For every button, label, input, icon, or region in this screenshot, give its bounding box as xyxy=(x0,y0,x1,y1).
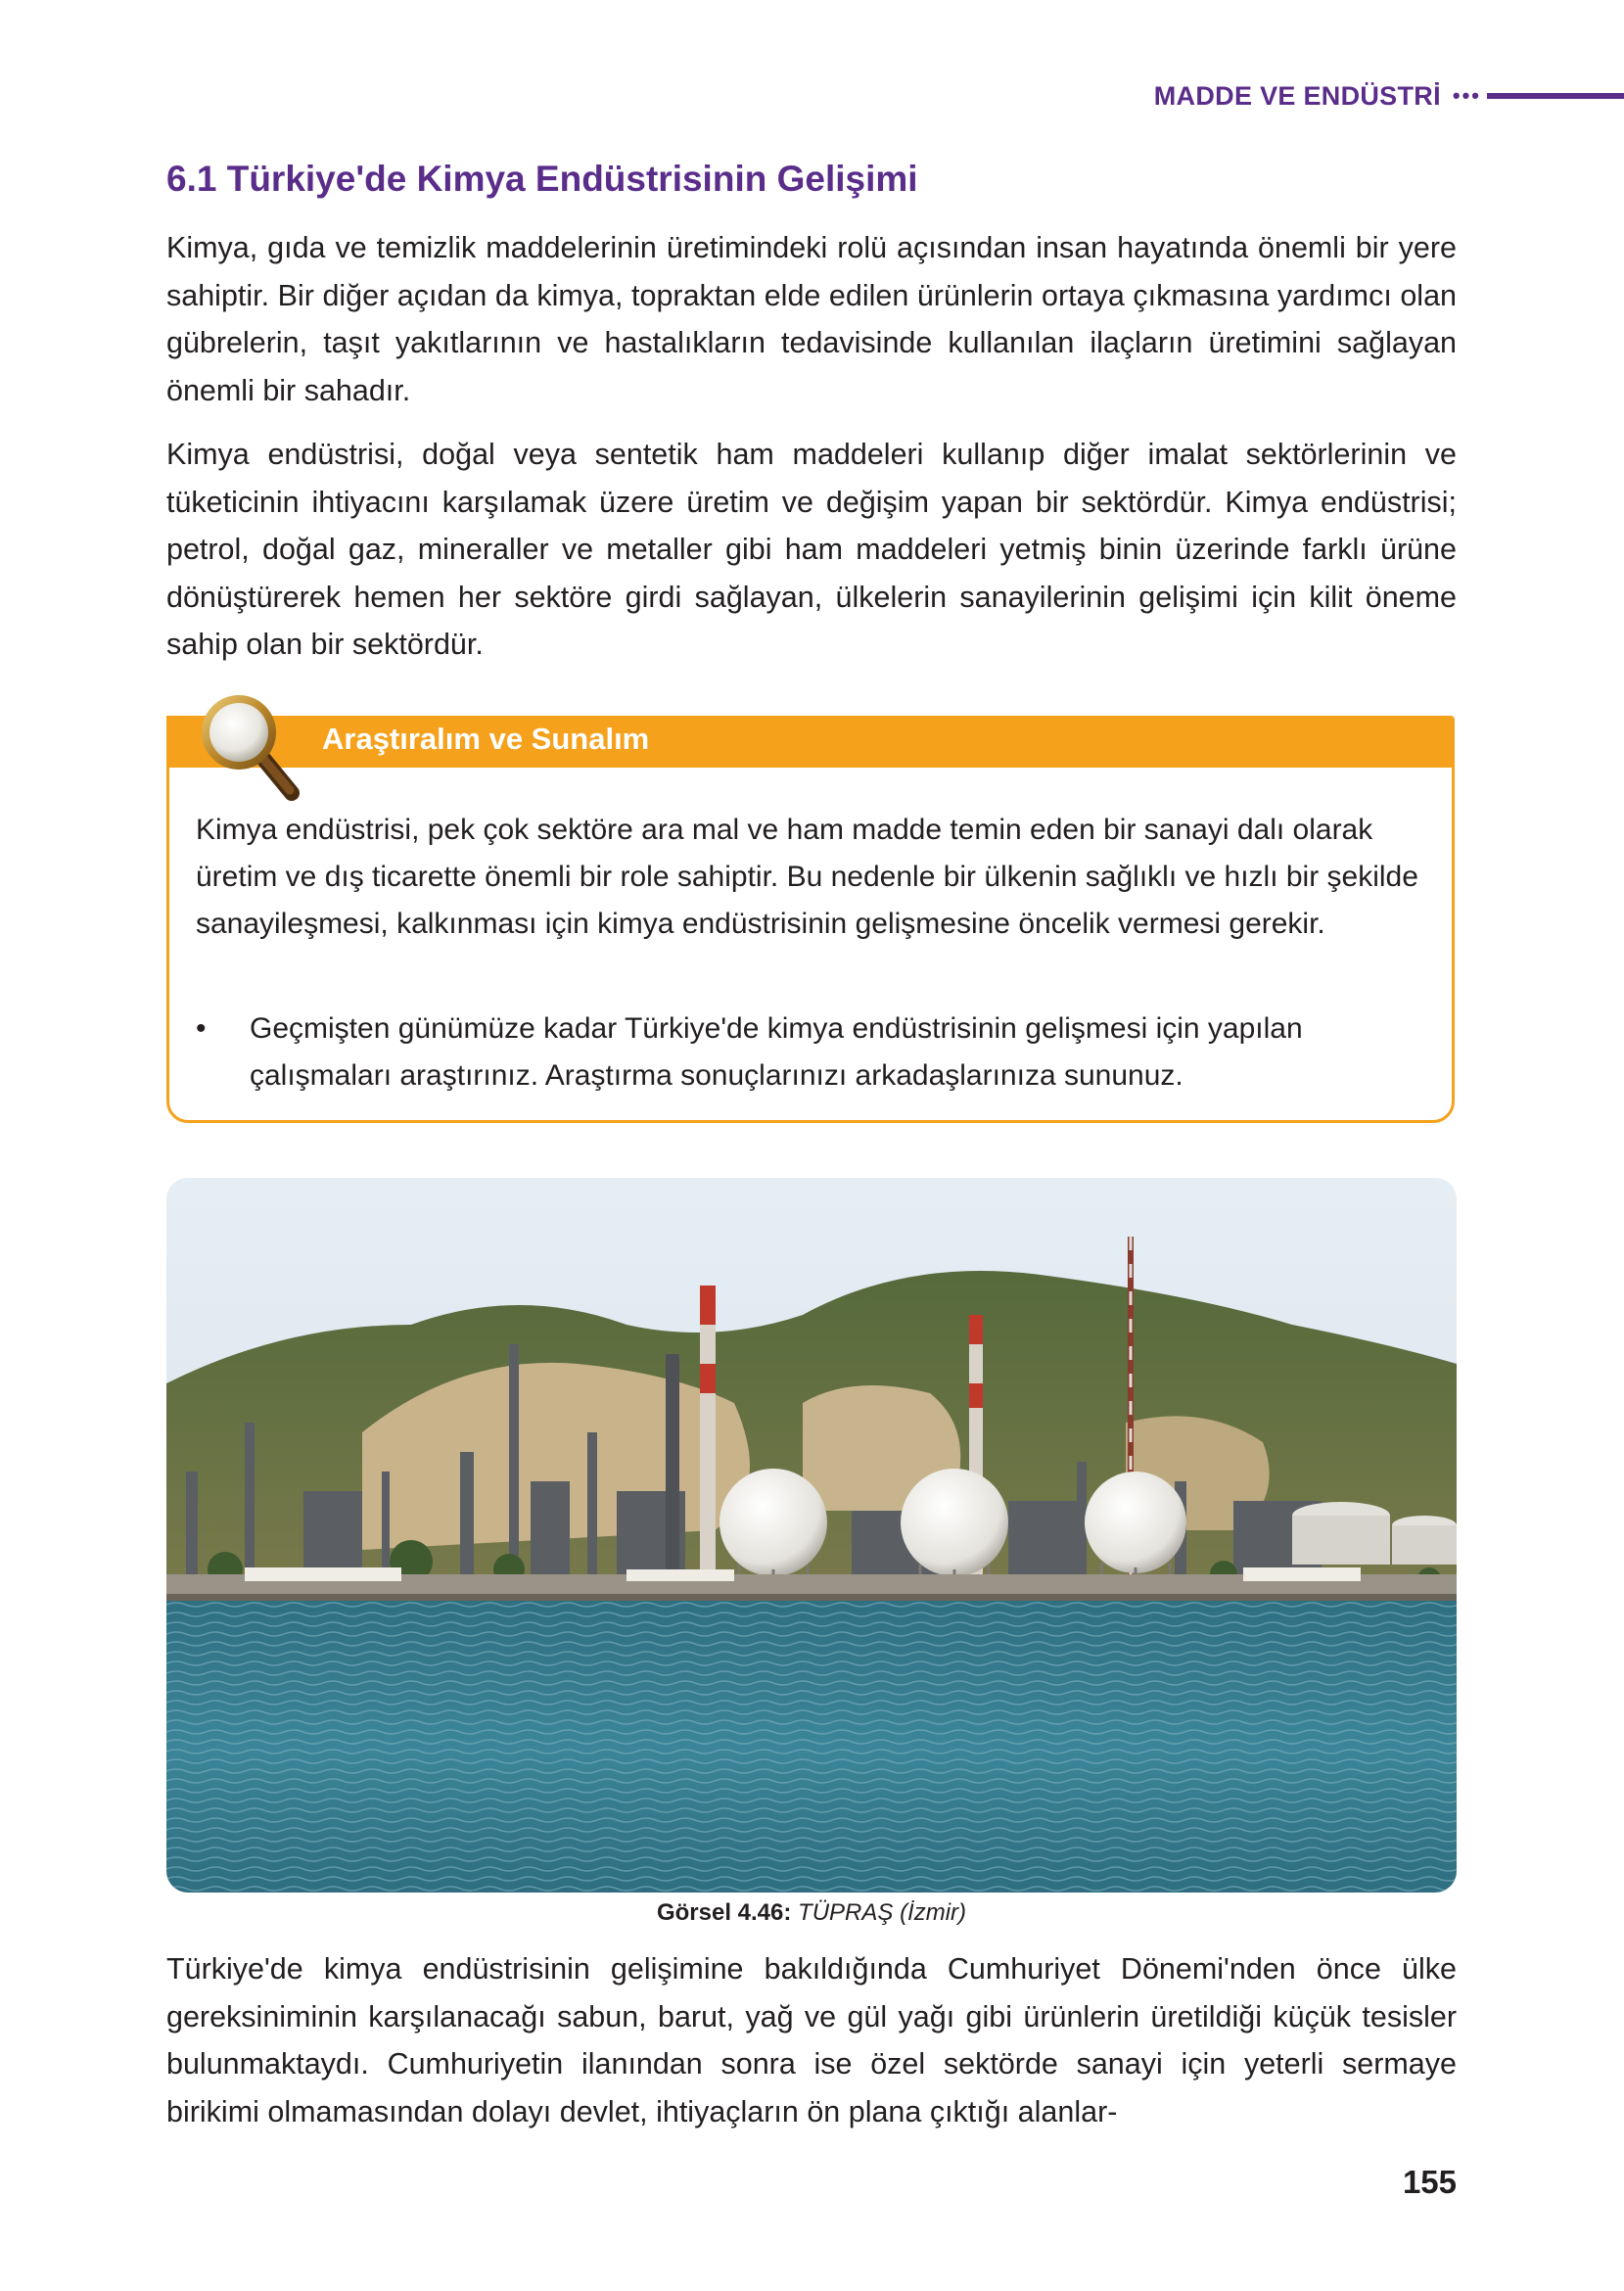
chapter-title: MADDE VE ENDÜSTRİ xyxy=(1153,80,1441,111)
research-box-header xyxy=(166,716,1455,768)
header-dots: ••• xyxy=(1452,83,1481,108)
section-title: 6.1 Türkiye'de Kimya Endüstrisinin Gelişimi xyxy=(166,159,918,199)
figure-caption-text: TÜPRAŞ (İzmir) xyxy=(798,1899,967,1926)
research-box-title: Araştıralım ve Sunalım xyxy=(322,722,650,756)
figure-caption xyxy=(166,1899,1457,1927)
header-rule xyxy=(1487,93,1624,99)
research-box xyxy=(166,716,1455,1123)
research-box-bullet xyxy=(196,1005,1425,1099)
page-number: 155 xyxy=(1402,2164,1457,2200)
refinery-photo xyxy=(166,1178,1457,1893)
bullet-mark: • xyxy=(196,1012,207,1045)
research-box-text: Kimya endüstrisi, pek çok sektöre ara mal ve ham madde temin eden bir sanayi dalı olarak üretim ve dış ticarette önemli bir role sahiptir. Bu nedenle bir ülkenin sağlıklı ve hızlı bir şekilde sanayileşmesi, kalkınması için kimya endüstrisinin gelişmesine öncelik vermesi gerekir. xyxy=(196,814,1418,940)
magnifier-icon xyxy=(194,689,302,802)
running-header xyxy=(1154,76,1624,116)
bullet-text: Geçmişten günümüze kadar Türkiye'de kimya endüstrisinin gelişmesi için yapılan çalışmaları araştırınız. Araştırma sonuçlarınızı arkadaşlarınıza sununuz. xyxy=(250,1012,1303,1092)
paragraph-3: Türkiye'de kimya endüstrisinin gelişimine bakıldığında Cumhuriyet Dönemi'nden önce ülke gereksiniminin karşılanacağı sabun, barut, yağ ve gül yağı gibi ürünlerin üretildiği küçük tesisler bulunmaktaydı. Cumhuriyetin ilanından sonra ise özel sektörde sanayi için yeterli sermaye birikimi olmamasından dolayı devlet, ihtiyaçların ön plana çıktığı alanlar- xyxy=(166,1952,1457,2128)
paragraph-1: Kimya, gıda ve temizlik maddelerinin üretimindeki rolü açısından insan hayatında önemli bir yere sahiptir. Bir diğer açıdan da kimya, topraktan elde edilen ürünlerin ortaya çıkmasına yardımcı olan gübrelerin, taşıt yakıtlarının ve hastalıkların tedavisinde kullanılan ilaçların üretimini sağlayan önemli bir sahadır. xyxy=(166,231,1457,407)
figure-caption-label: Görsel 4.46: xyxy=(656,1899,792,1926)
paragraph-2: Kimya endüstrisi, doğal veya sentetik ham maddeleri kullanıp diğer imalat sektörlerinin ve tüketicinin ihtiyacını karşılamak üzere üretim ve değişim yapan bir sektördür. Kimya endüstrisi; petrol, doğal gaz, mineraller ve metaller gibi ham maddeleri yetmiş binin üzerinde farklı ürüne dönüştürerek hemen her sektöre girdi sağlayan, ülkelerin sanayilerinin gelişimi için kilit öneme sahip olan bir sektördür. xyxy=(166,438,1457,661)
